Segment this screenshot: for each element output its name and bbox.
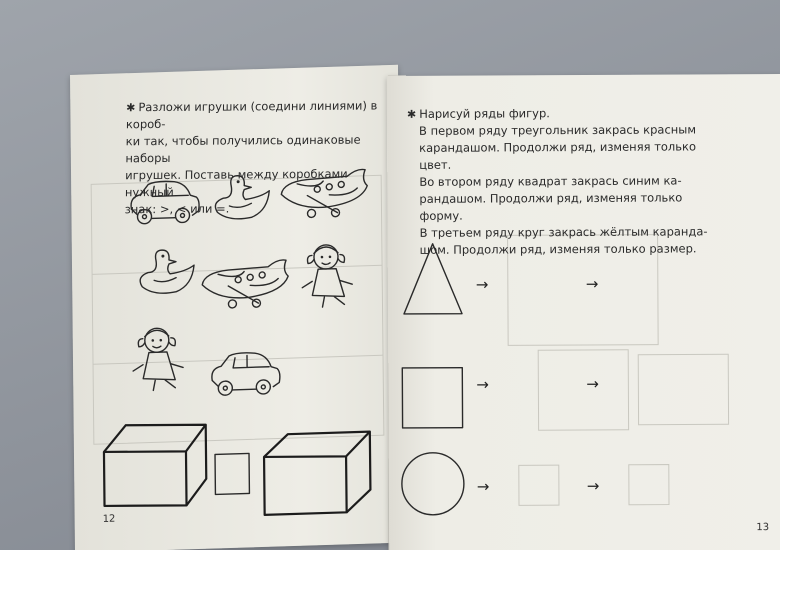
doll-icon bbox=[302, 244, 353, 308]
instruction-line: ки так, чтобы получились одинаковые наборы bbox=[125, 132, 361, 166]
arrow-right-icon: → bbox=[585, 274, 599, 293]
instruction-line: Во втором ряду квадрат закрась синим ка- bbox=[419, 173, 682, 189]
arrow-right-icon: → bbox=[586, 476, 600, 495]
instruction-line: В третьем ряду круг закрась жёлтым каранда- bbox=[419, 224, 708, 240]
instruction-line: шом. Продолжи ряд, изменяя только размер. bbox=[419, 241, 697, 257]
instruction-line: игрушек. Поставь между коробками нужный bbox=[124, 166, 348, 200]
box-right bbox=[264, 432, 371, 515]
right-instruction bbox=[407, 104, 728, 259]
plane-icon bbox=[202, 260, 288, 309]
right-page bbox=[387, 74, 780, 550]
comparison-sign-box bbox=[215, 453, 249, 494]
arrow-right-icon: → bbox=[586, 374, 599, 393]
page-number-right: 13 bbox=[756, 522, 770, 534]
doll-icon bbox=[133, 327, 184, 391]
arrow-right-icon: → bbox=[475, 275, 489, 294]
left-instruction bbox=[125, 97, 389, 218]
left-page bbox=[70, 65, 403, 550]
arrow-right-icon: → bbox=[476, 477, 490, 496]
instruction-line: карандашом. Продолжи ряд, изменяя только bbox=[419, 139, 697, 155]
bullet-icon: ✱ bbox=[126, 101, 136, 115]
arrow-right-icon: → bbox=[476, 375, 489, 394]
page-number-left: 12 bbox=[102, 513, 116, 525]
instruction-line: форму. bbox=[419, 208, 463, 223]
instruction-line: В первом ряду треугольник закрась красным bbox=[419, 122, 697, 138]
circle-shape bbox=[402, 453, 464, 515]
box-left bbox=[104, 423, 207, 508]
instruction-title: Нарисуй ряды фигур. bbox=[419, 106, 550, 121]
instruction-line: рандашом. Продолжи ряд, изменяя только bbox=[419, 190, 683, 206]
open-workbook bbox=[70, 75, 780, 550]
instruction-line: Разложи игрушки (соедини линиями) в короб- bbox=[125, 98, 378, 132]
bullet-icon: ✱ bbox=[406, 107, 417, 121]
instruction-line: цвет. bbox=[419, 157, 452, 172]
square-shape bbox=[402, 368, 462, 428]
instruction-line: знак: >, < или =. bbox=[124, 201, 230, 217]
